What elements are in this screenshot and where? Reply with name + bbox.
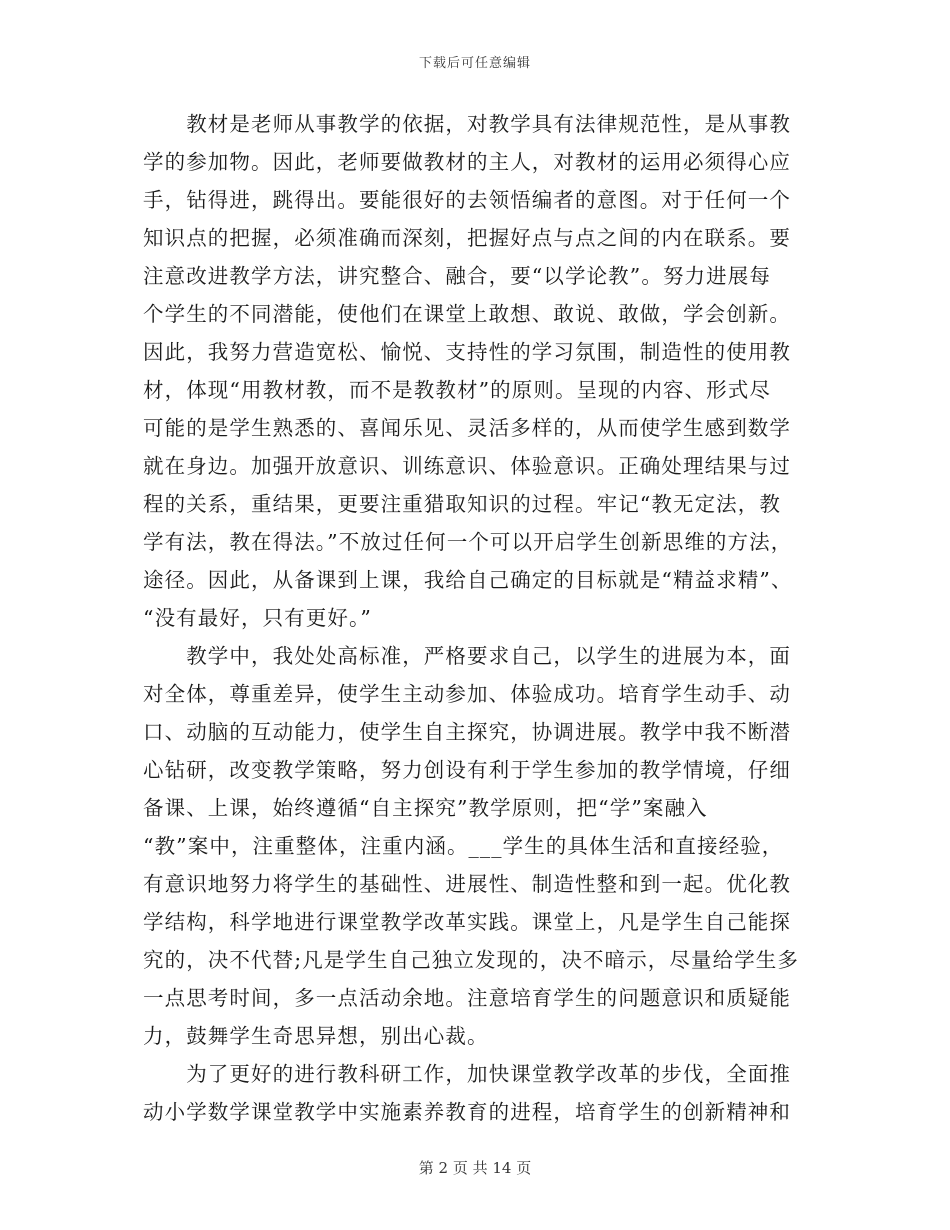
page-footer: 第 2 页 共 14 页 — [418, 1159, 532, 1177]
text-line: 可能的是学生熟悉的、喜闻乐见、灵活多样的，从而使学生感到数学 — [143, 416, 791, 440]
text-line: 为了更好的进行教科研工作，加快课堂教学改革的步伐，全面推 — [143, 1062, 791, 1086]
text-line: “教”案中，注重整体，注重内涵。___学生的具体生活和直接经验， — [143, 834, 784, 858]
text-line: 个学生的不同潜能，使他们在课堂上敢想、敢说、敢做，学会创新。 — [143, 302, 791, 326]
document-body — [143, 105, 808, 1131]
text-line: 手，钻得进，跳得出。要能很好的去领悟编者的意图。对于任何一个 — [143, 188, 791, 212]
text-line: 对全体，尊重差异，使学生主动参加、体验成功。培育学生动手、动 — [143, 682, 791, 706]
text-line: 教材是老师从事教学的依据，对教学具有法律规范性，是从事教 — [143, 112, 791, 136]
text-line: 究的，决不代替;凡是学生自己独立发现的，决不暗示，尽量给学生多 — [143, 948, 800, 972]
text-line: 学的参加物。因此，老师要做教材的主人，对教材的运用必须得心应 — [143, 150, 791, 174]
text-line: 注意改进教学方法，讲究整合、融合，要“以学论教”。努力进展每 — [143, 264, 771, 288]
text-line: 因此，我努力营造宽松、愉悦、支持性的学习氛围，制造性的使用教 — [143, 340, 791, 364]
text-line: 教学中，我处处高标准，严格要求自己，以学生的进展为本，面 — [143, 644, 791, 668]
page-header: 下载后可任意编辑 — [418, 56, 531, 71]
text-line: 途径。因此，从备课到上课，我给自己确定的目标就是“精益求精”、 — [143, 568, 793, 592]
text-line: 就在身边。加强开放意识、训练意识、体验意识。正确处理结果与过 — [143, 454, 791, 478]
text-line: 学有法，教在得法。”不放过任何一个可以开启学生创新思维的方法， — [143, 530, 793, 554]
paragraph-3 — [143, 1055, 808, 1131]
text-line: 程的关系，重结果，更要注重猎取知识的过程。牢记“教无定法，教 — [143, 492, 781, 516]
text-line: 知识点的把握，必须准确而深刻，把握好点与点之间的内在联系。要 — [143, 226, 791, 250]
text-line: 学结构，科学地进行课堂教学改革实践。课堂上，凡是学生自己能探 — [143, 910, 791, 934]
text-line: 力，鼓舞学生奇思异想，别出心裁。 — [143, 1024, 489, 1048]
text-line: 动小学数学课堂教学中实施素养教育的进程，培育学生的创新精神和 — [143, 1100, 791, 1124]
paragraph-2 — [143, 637, 808, 1055]
text-line: 有意识地努力将学生的基础性、进展性、制造性整和到一起。优化教 — [143, 872, 791, 896]
text-line: “没有最好，只有更好。” — [143, 606, 372, 630]
paragraph-1 — [143, 105, 808, 637]
text-line: 口、动脑的互动能力，使学生自主探究，协调进展。教学中我不断潜 — [143, 720, 791, 744]
text-line: 心钻研，改变教学策略，努力创设有利于学生参加的教学情境，仔细 — [143, 758, 791, 782]
text-line: 材，体现“用教材教，而不是教教材”的原则。呈现的内容、形式尽 — [143, 378, 771, 402]
text-line: 备课、上课，始终遵循“自主探究”教学原则，把“学”案融入 — [143, 796, 708, 820]
text-line: 一点思考时间，多一点活动余地。注意培育学生的问题意识和质疑能 — [143, 986, 791, 1010]
